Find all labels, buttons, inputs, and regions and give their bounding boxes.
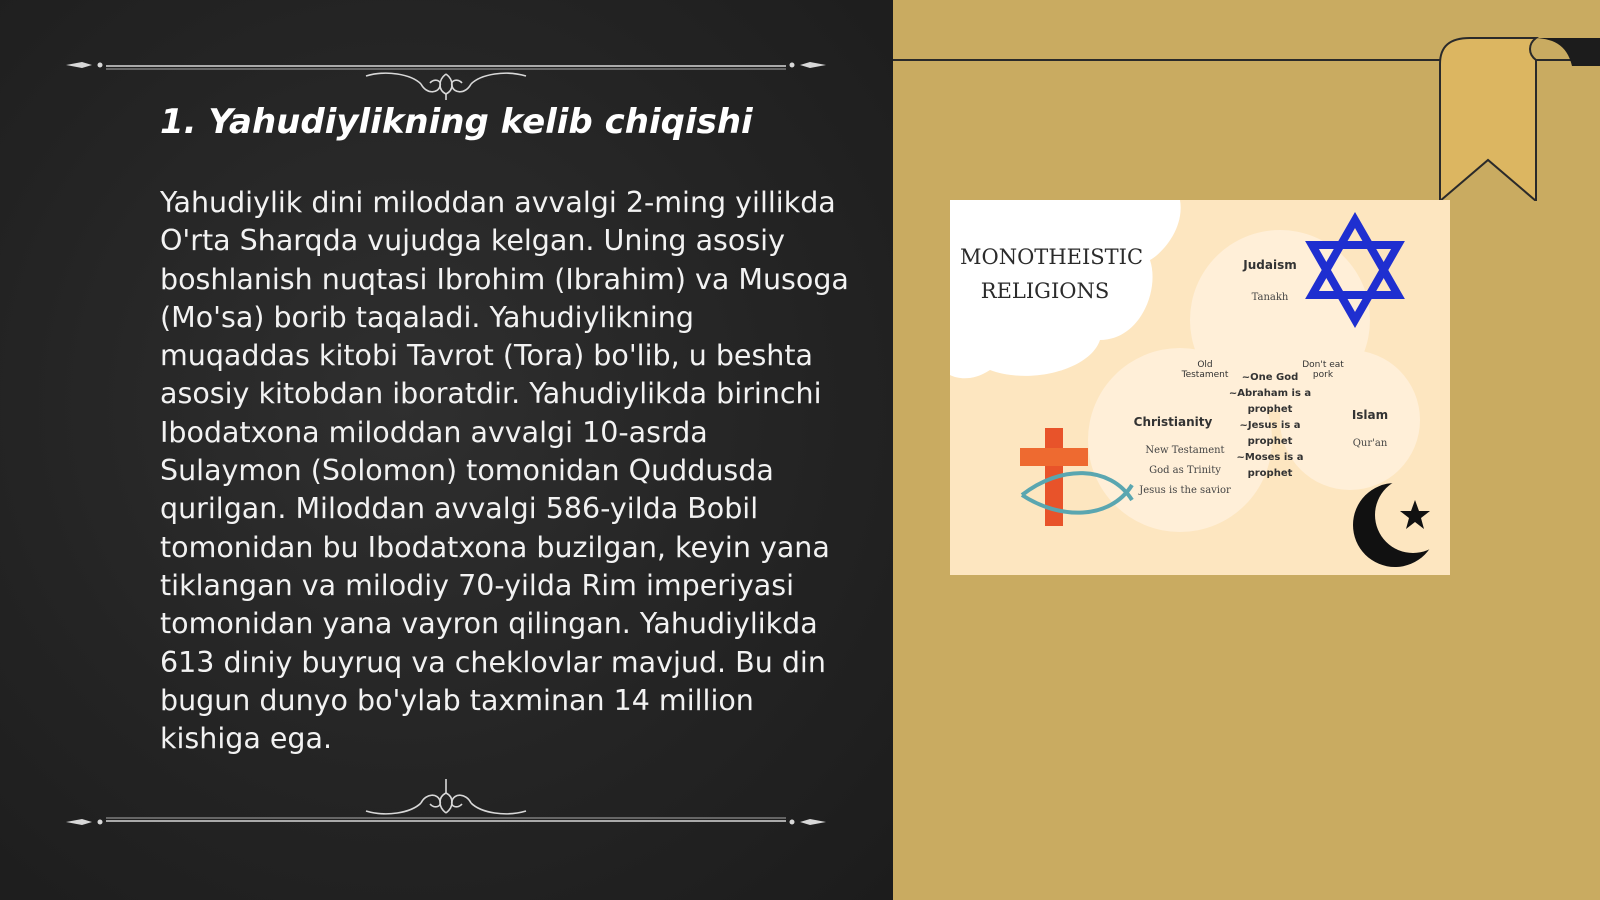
religions-image — [950, 200, 1450, 575]
image-title: MONOTHEISTIC RELIGIONS — [960, 245, 1144, 303]
shared-item: ~Abraham is a prophet — [1228, 388, 1312, 415]
shared-center-list — [1225, 370, 1315, 482]
ornament-bottom-flourish-icon — [66, 775, 826, 825]
shared-item: ~Moses is a prophet — [1236, 452, 1304, 479]
judaism-label: Judaism — [1243, 258, 1297, 272]
islam-label: Islam — [1351, 408, 1389, 422]
bookmark-ribbon-icon — [1432, 36, 1600, 201]
body-text: Yahudiylik dini miloddan avvalgi 2-ming yillikda O'rta Sharqda vujudga kelgan. Uning asosiy boshlanish nuqtasi Ibrohim (Ibrahim) va Musoga (Mo'sa) borib taqaladi. Yahudiylikning muqaddas kitobi Tavrot (Tora) bo'lib, u beshta asosiy kitobdan iboratdir. Yahudiylikda birinchi Ibodatxona miloddan avvalgi 10-asrda Sulaymon (Solomon) tomonidan Quddusda qurilgan. Miloddan avvalgi 586-yilda Bobil tomonidan bu Ibodatxona buzilgan, keyin yana tiklangan va milodiy 70-yilda Rim imperiyasi tomonidan yana vayron qilingan. Yahudiylikda 613 diniy buyruq va cheklovlar mavjud. Bu din bugun dunyo bo'ylab taxminan 14 million kishiga ega. — [160, 186, 849, 756]
ornament-top-flourish-icon — [66, 50, 826, 100]
shared-item: ~One God — [1241, 372, 1299, 383]
christianity-note: God as Trinity — [1149, 465, 1221, 476]
shared-right-label: Don't eat pork — [1302, 360, 1344, 380]
christianity-label: Christianity — [1133, 415, 1213, 429]
shared-left-label: Old Testament — [1181, 360, 1229, 380]
christianity-note: Jesus is the savior — [1139, 485, 1231, 496]
shared-item: ~Jesus is a prophet — [1239, 420, 1301, 447]
islam-book: Qur'an — [1352, 438, 1388, 449]
judaism-book: Tanakh — [1251, 292, 1289, 303]
slide-title: 1. Yahudiylikning kelib chiqishi — [160, 102, 753, 142]
christianity-note: New Testament — [1145, 445, 1225, 456]
